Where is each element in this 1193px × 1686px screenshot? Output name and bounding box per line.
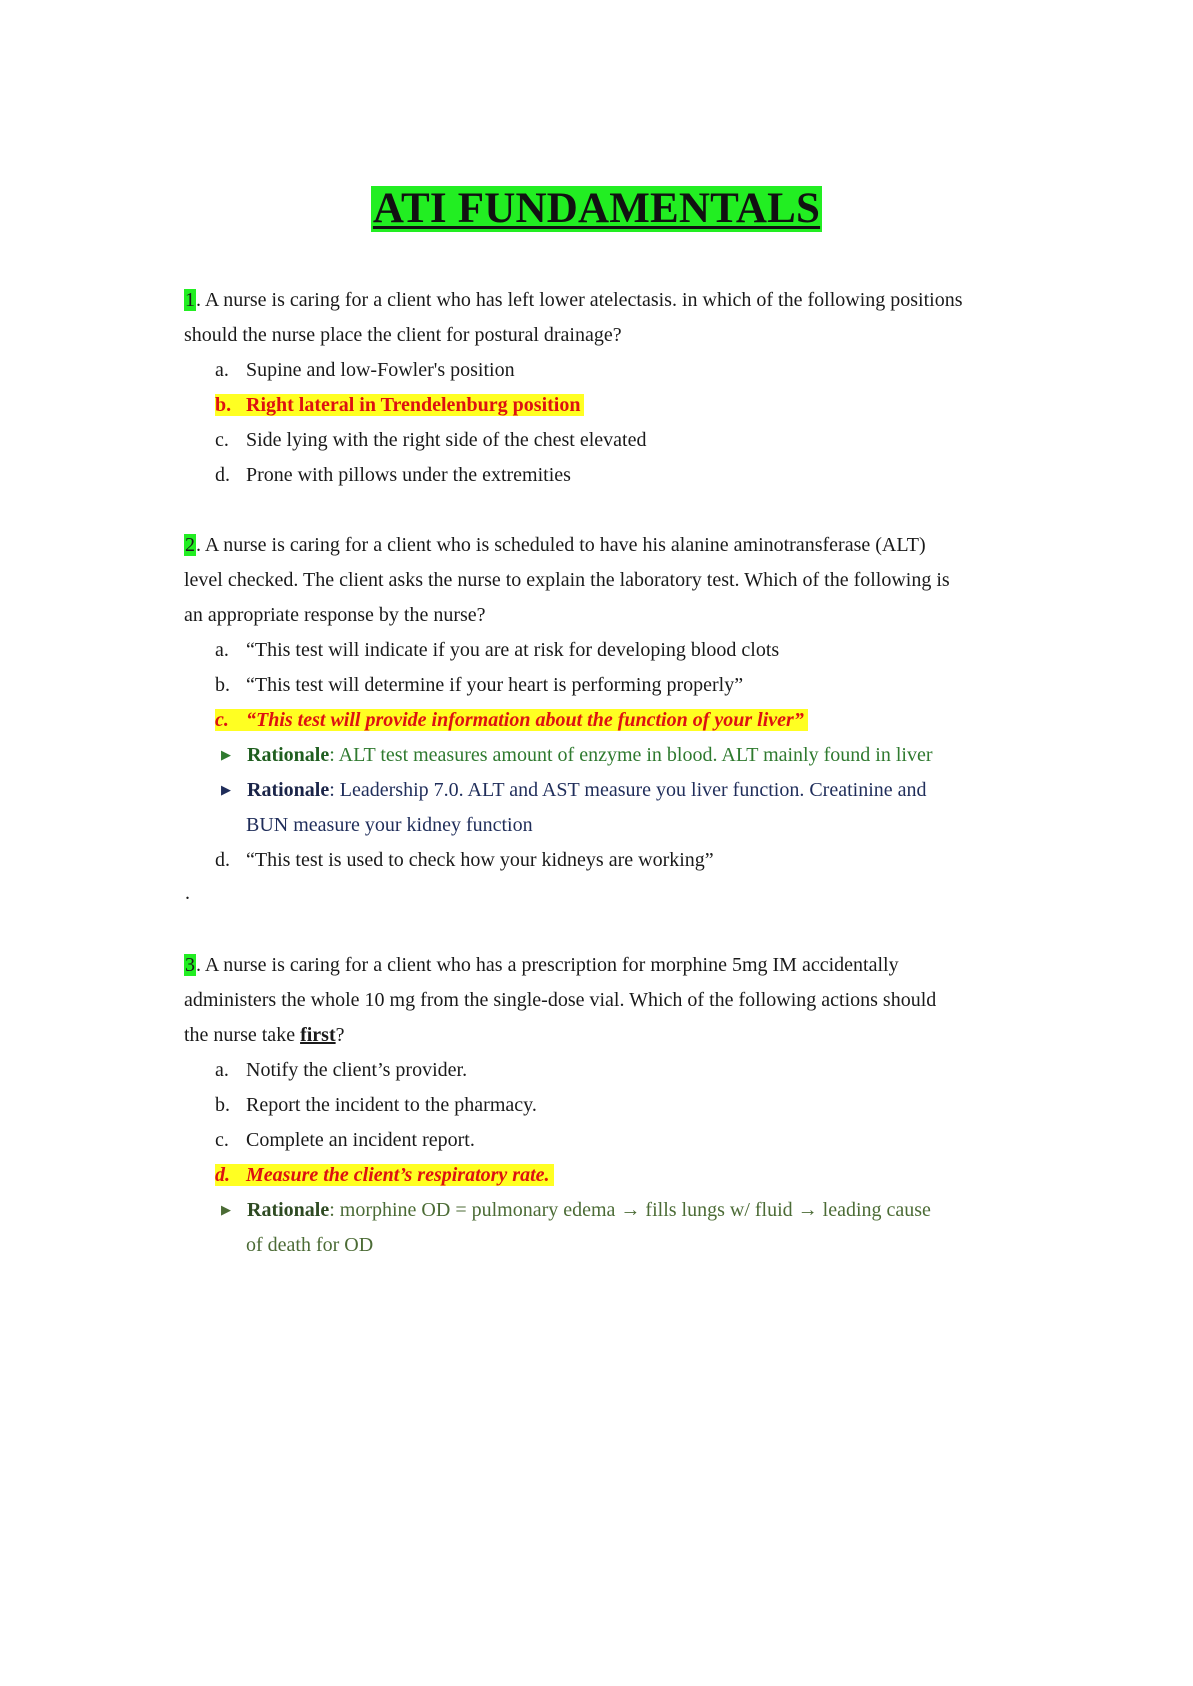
rationale-text: : ALT test measures amount of enzyme in blood. ALT mainly found in liver	[329, 744, 933, 766]
document-title: ATI FUNDAMENTALS	[372, 185, 821, 232]
option-letter: b.	[215, 1094, 230, 1116]
option-text: Measure the client’s respiratory rate.	[246, 1164, 550, 1186]
option-text: Report the incident to the pharmacy.	[246, 1094, 537, 1116]
q2-stem-text-1: . A nurse is caring for a client who is scheduled to have his alanine aminotransferase (ALT)	[196, 534, 926, 556]
q2-rationale-2	[221, 777, 927, 803]
q1-stem-line-1	[184, 287, 963, 313]
correct-answer-highlight	[215, 709, 808, 731]
option-text: Prone with pillows under the extremities	[246, 464, 571, 486]
option-text: Right lateral in Trendelenburg position	[246, 394, 581, 416]
correct-answer-highlight	[215, 394, 584, 416]
q3-stem-end: ?	[335, 1024, 345, 1046]
option-text: “This test is used to check how your kidneys are working”	[246, 849, 714, 871]
option-letter: d.	[215, 849, 230, 871]
option-letter: b.	[215, 394, 232, 416]
q3-rationale-continued: of death for OD	[246, 1234, 374, 1256]
q3-number: 3	[185, 954, 195, 976]
option-text: Supine and low-Fowler's position	[246, 359, 515, 381]
rationale-text: : morphine OD = pulmonary edema → fills lungs w/ fluid → leading cause	[329, 1199, 931, 1221]
rationale-text: : Leadership 7.0. ALT and AST measure you liver function. Creatinine and	[329, 779, 927, 801]
option-text: “This test will indicate if you are at risk for developing blood clots	[246, 639, 780, 661]
option-text: “This test will provide information about the function of your liver”	[246, 709, 804, 731]
correct-answer-highlight	[215, 1164, 554, 1186]
q3-rationale	[221, 1197, 931, 1223]
option-letter: c.	[215, 709, 229, 731]
stray-dot: .	[185, 882, 190, 904]
option-letter: b.	[215, 674, 230, 696]
rationale-label: Rationale	[247, 779, 330, 801]
option-letter: a.	[215, 639, 229, 661]
q2-option-b	[215, 672, 743, 698]
q1-stem-line-2: should the nurse place the client for postural drainage?	[184, 324, 622, 346]
option-letter: c.	[215, 429, 229, 451]
q1-option-c	[215, 427, 646, 453]
option-letter: d.	[215, 1164, 230, 1186]
option-text: Notify the client’s provider.	[246, 1059, 468, 1081]
q3-option-d-correct	[215, 1162, 554, 1188]
q1-stem-text-1: . A nurse is caring for a client who has left lower atelectasis. in which of the following positions	[196, 289, 963, 311]
rationale-label: Rationale	[247, 1199, 330, 1221]
triangle-bullet-icon: ▶	[221, 782, 231, 797]
q2-stem-line-3: an appropriate response by the nurse?	[184, 604, 486, 626]
q3-stem-line-3	[184, 1022, 345, 1048]
q3-option-c	[215, 1127, 475, 1153]
q3-stem-line-2: administers the whole 10 mg from the single-dose vial. Which of the following actions should	[184, 989, 937, 1011]
q1-option-d	[215, 462, 571, 488]
option-letter: c.	[215, 1129, 229, 1151]
triangle-bullet-icon: ▶	[221, 1202, 231, 1217]
q2-option-a	[215, 637, 779, 663]
option-letter: a.	[215, 1059, 229, 1081]
title-wrap	[0, 186, 1193, 232]
q1-option-b-correct	[215, 392, 584, 418]
option-text: “This test will determine if your heart is performing properly”	[246, 674, 744, 696]
q1-option-a	[215, 357, 515, 383]
option-letter: a.	[215, 359, 229, 381]
q3-stem-line-1	[184, 952, 899, 978]
option-letter: d.	[215, 464, 230, 486]
q3-option-a	[215, 1057, 467, 1083]
emphasis-first: first	[300, 1024, 336, 1046]
q1-number: 1	[185, 289, 195, 311]
q2-stem-line-1	[184, 532, 926, 558]
q3-stem-text-1: . A nurse is caring for a client who has a prescription for morphine 5mg IM accidentally	[196, 954, 899, 976]
option-text: Side lying with the right side of the chest elevated	[246, 429, 647, 451]
q2-option-d	[215, 847, 714, 873]
q2-stem-line-2: level checked. The client asks the nurse to explain the laboratory test. Which of the following is	[184, 569, 950, 591]
option-text: Complete an incident report.	[246, 1129, 475, 1151]
rationale-label: Rationale	[247, 744, 330, 766]
q2-option-c-correct	[215, 707, 808, 733]
triangle-bullet-icon: ▶	[221, 747, 231, 762]
q2-rationale-2-continued: BUN measure your kidney function	[246, 814, 533, 836]
q2-number: 2	[185, 534, 195, 556]
q3-stem-text-3: the nurse take	[184, 1024, 301, 1046]
q2-rationale-1	[221, 742, 932, 768]
q3-option-b	[215, 1092, 537, 1118]
